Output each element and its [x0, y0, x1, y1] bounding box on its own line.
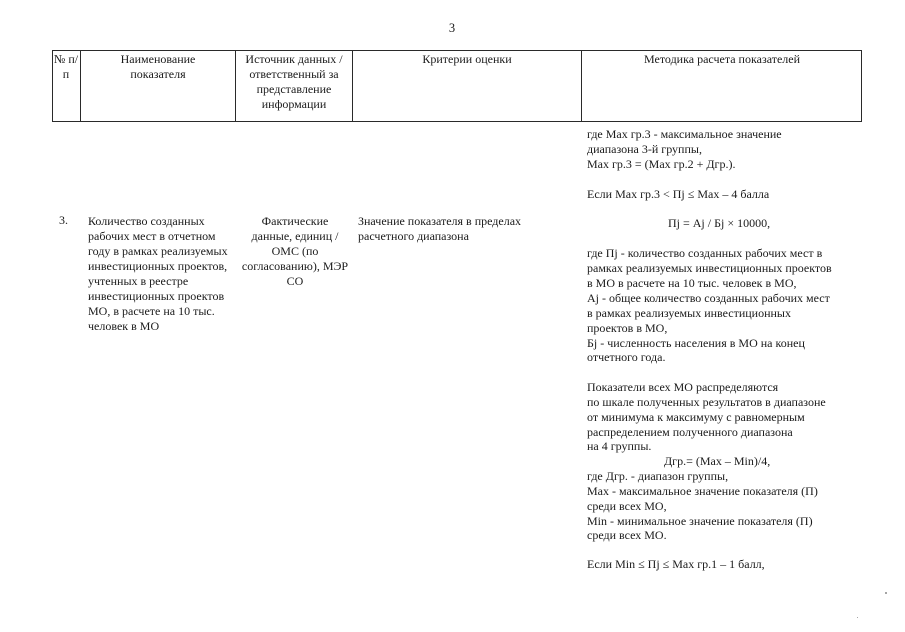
header-criteria: Критерии оценки	[422, 52, 512, 66]
method-condition: Если Min ≤ Пj ≤ Max гр.1 – 1 балл,	[587, 557, 765, 571]
method-line: в МО в расчете на 10 тыс. человек в МО,	[587, 276, 797, 290]
method-line: среди всех МО,	[587, 499, 667, 513]
method-line: Аj - общее количество созданных рабочих мест	[587, 291, 830, 305]
method-line: где Пj - количество созданных рабочих мест в	[587, 246, 823, 260]
scan-speck	[885, 592, 887, 594]
method-line: от минимума к максимуму с равномерным	[587, 410, 805, 424]
method-line: Min - минимальное значение показателя (П)	[587, 514, 813, 528]
group-formula: Дгр.= (Max – Min)/4,	[664, 454, 771, 468]
method-line: Если Max гр.3 < Пj ≤ Max – 4 балла	[587, 187, 770, 201]
method-line: распределением полученного диапазона	[587, 425, 793, 439]
header-name: Наименование показателя	[120, 52, 196, 81]
method-line: Бj - численность населения в МО на конец	[587, 336, 805, 350]
header-source: Источник данных / ответственный за представление информации	[245, 52, 343, 111]
method-line: рамках реализуемых инвестиционных проектов	[587, 261, 832, 275]
method-line: отчетного года.	[587, 350, 666, 364]
evaluation-criteria: Значение показателя в пределах расчетного диапазона	[358, 214, 522, 243]
scan-speck	[857, 617, 858, 618]
method-line: где Дгр. - диапазон группы,	[587, 469, 729, 483]
method-line: Max - максимальное значение показателя (П)	[587, 484, 818, 498]
method-line: в рамках реализуемых инвестиционных	[587, 306, 791, 320]
method-line: на 4 группы.	[587, 439, 652, 453]
method-line: где Max гр.3 - максимальное значение	[587, 127, 782, 141]
method-line: Max гр.3 = (Max гр.2 + Дгр.).	[587, 157, 736, 171]
data-source: Фактические данные, единиц / ОМС (по согласованию), МЭР СО	[241, 214, 349, 288]
method-formula: Пj = Аj / Бj × 10000,	[668, 216, 771, 230]
header-method: Методика расчета показателей	[643, 52, 801, 66]
page-number: 3	[448, 21, 456, 35]
method-line: по шкале полученных результатов в диапазоне	[587, 395, 826, 409]
method-line: среди всех МО.	[587, 528, 667, 542]
indicator-name: Количество созданных рабочих мест в отчетном году в рамках реализуемых инвестиционных проектов, учтенных в реестре инвестиционных проектов МО, в расчете на 10 тыс. человек в МО	[88, 214, 228, 333]
row-number: 3.	[59, 213, 68, 227]
method-line: диапазона 3-й группы,	[587, 142, 702, 156]
method-line: Показатели всех МО распределяются	[587, 380, 779, 394]
method-line: проектов в МО,	[587, 321, 668, 335]
header-num: № п/п	[53, 52, 79, 81]
